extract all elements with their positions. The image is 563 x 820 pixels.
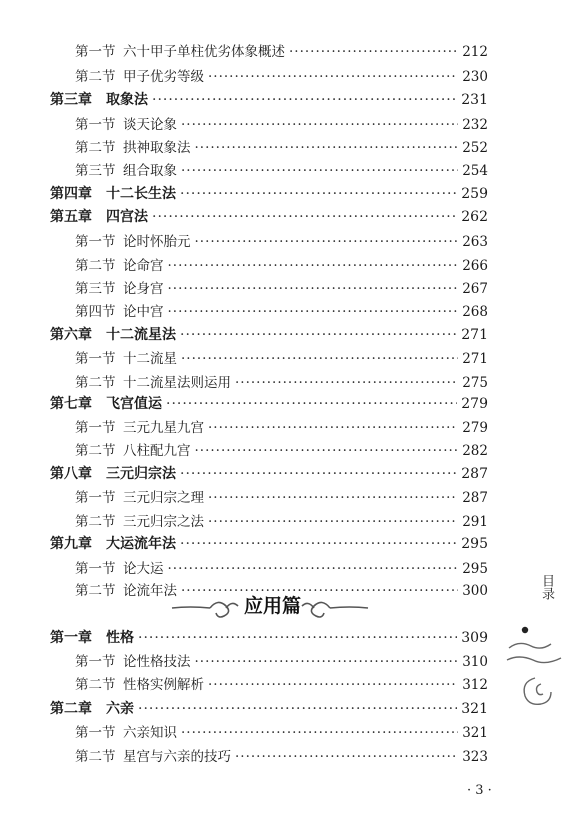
section-number: 第四节 <box>75 304 116 320</box>
section-number: 第一节 <box>75 44 116 60</box>
toc-section-row <box>75 510 488 530</box>
leader-dots <box>208 69 458 85</box>
section-number: 第三节 <box>75 281 116 297</box>
section-title-entry: 十二流星法则运用 <box>123 375 231 391</box>
section-title-entry: 八柱配九宫 <box>123 443 191 459</box>
chapter-number: 第五章 <box>50 209 92 225</box>
section-title-entry: 拱神取象法 <box>123 140 191 156</box>
leader-dots <box>138 630 457 646</box>
side-tab-label: 目录 <box>539 574 554 600</box>
leader-dots <box>180 466 457 482</box>
toc-section-row <box>75 673 488 693</box>
section-title-entry: 性格实例解析 <box>123 677 204 693</box>
chapter-title: 性格 <box>106 630 134 646</box>
toc-section-row <box>75 113 488 133</box>
toc-chapter-row <box>50 206 488 226</box>
chapter-title: 飞宫值运 <box>106 396 162 412</box>
section-number: 第二节 <box>75 258 116 274</box>
page-ref: 287 <box>461 466 488 482</box>
page-ref: 291 <box>462 514 488 530</box>
chapter-title: 十二流星法 <box>106 327 176 343</box>
page-ref: 230 <box>462 69 488 85</box>
page-ref: 321 <box>462 725 488 741</box>
section-title-entry: 谈天论象 <box>123 117 177 133</box>
toc-section-row <box>75 347 488 367</box>
cloud-ornament-icon <box>505 618 563 710</box>
section-number: 第一节 <box>75 490 116 506</box>
leader-dots <box>289 44 458 60</box>
page-ref: 279 <box>462 420 488 436</box>
page-ref: 263 <box>462 234 488 250</box>
leader-dots <box>166 396 457 412</box>
section-title-entry: 三元归宗之理 <box>123 490 204 506</box>
section-title: 应用篇 <box>244 595 302 617</box>
page-ref: 295 <box>462 561 488 577</box>
page-ref: 312 <box>462 677 488 693</box>
toc-chapter-row <box>50 627 488 647</box>
chapter-number: 第三章 <box>50 92 92 108</box>
page-number: · 3 · <box>467 783 492 798</box>
section-title-entry: 论命宫 <box>123 258 164 274</box>
chapter-title: 大运流年法 <box>106 536 176 552</box>
toc-section-row <box>75 159 488 179</box>
section-number: 第二节 <box>75 583 116 599</box>
leader-dots <box>181 117 458 133</box>
leader-dots <box>181 163 458 179</box>
leader-dots <box>181 725 458 741</box>
toc-section-row <box>75 439 488 459</box>
page-ref: 321 <box>461 701 488 717</box>
toc-chapter-row <box>50 533 488 553</box>
chapter-title: 十二长生法 <box>106 186 176 202</box>
section-title-entry: 论身宫 <box>123 281 164 297</box>
section-number: 第二节 <box>75 514 116 530</box>
page-ref: 259 <box>461 186 488 202</box>
toc-chapter-row <box>50 183 488 203</box>
chapter-title: 取象法 <box>106 92 148 108</box>
leader-dots <box>138 701 457 717</box>
page-ref: 323 <box>462 749 488 765</box>
page-ref: 212 <box>462 44 488 60</box>
section-number: 第一节 <box>75 420 116 436</box>
toc-section-row <box>75 557 488 577</box>
toc-section-row <box>75 300 488 320</box>
toc-chapter-row <box>50 89 488 109</box>
toc-section-row <box>75 486 488 506</box>
section-number: 第二节 <box>75 140 116 156</box>
section-number: 第一节 <box>75 725 116 741</box>
toc-section-row <box>75 721 488 741</box>
page-ref: 295 <box>461 536 488 552</box>
page-ref: 275 <box>462 375 488 391</box>
leader-dots <box>180 186 457 202</box>
section-number: 第一节 <box>75 351 116 367</box>
leader-dots <box>208 677 458 693</box>
leader-dots <box>168 304 459 320</box>
page-ref: 309 <box>461 630 488 646</box>
page-ref: 310 <box>462 654 488 670</box>
leader-dots <box>181 351 458 367</box>
page-ref: 267 <box>462 281 488 297</box>
toc-chapter-row <box>50 324 488 344</box>
section-title-entry: 甲子优劣等级 <box>123 69 204 85</box>
page-ref: 266 <box>462 258 488 274</box>
toc-chapter-row <box>50 393 488 413</box>
section-title-entry: 论中宫 <box>123 304 164 320</box>
toc-section-row <box>75 371 488 391</box>
toc-section-row <box>75 254 488 274</box>
page-ref: 271 <box>461 327 488 343</box>
chapter-number: 第二章 <box>50 701 92 717</box>
section-title-entry: 论时怀胎元 <box>123 234 191 250</box>
leader-dots <box>152 209 457 225</box>
leader-dots <box>208 490 458 506</box>
chapter-title: 四宫法 <box>106 209 148 225</box>
page-ref: 287 <box>462 490 488 506</box>
toc-section-row <box>75 277 488 297</box>
page-ref: 231 <box>461 92 488 108</box>
page-ref: 300 <box>462 583 488 599</box>
toc-section-row <box>75 745 488 765</box>
toc-section-row <box>75 40 488 60</box>
section-title-entry: 六十甲子单柱优劣体象概述 <box>123 44 285 60</box>
section-number: 第二节 <box>75 375 116 391</box>
chapter-title: 六亲 <box>106 701 134 717</box>
leader-dots <box>180 536 457 552</box>
section-number: 第二节 <box>75 443 116 459</box>
leader-dots <box>180 327 457 343</box>
section-title-entry: 论流年法 <box>123 583 177 599</box>
leader-dots <box>208 514 458 530</box>
leader-dots <box>195 443 459 459</box>
page-ref: 262 <box>461 209 488 225</box>
section-number: 第三节 <box>75 163 116 179</box>
leader-dots <box>168 258 459 274</box>
chapter-title: 三元归宗法 <box>106 466 176 482</box>
section-number: 第一节 <box>75 654 116 670</box>
page-ref: 271 <box>462 351 488 367</box>
section-title-entry: 星宫与六亲的技巧 <box>123 749 231 765</box>
toc-section-row <box>75 65 488 85</box>
page-ref: 279 <box>461 396 488 412</box>
section-title-entry: 十二流星 <box>123 351 177 367</box>
toc-chapter-row <box>50 463 488 483</box>
chapter-number: 第六章 <box>50 327 92 343</box>
chapter-number: 第九章 <box>50 536 92 552</box>
section-title-entry: 六亲知识 <box>123 725 177 741</box>
chapter-number: 第八章 <box>50 466 92 482</box>
leader-dots <box>235 749 458 765</box>
leader-dots <box>208 420 458 436</box>
section-number: 第一节 <box>75 234 116 250</box>
toc-section-row <box>75 650 488 670</box>
toc-section-row <box>75 136 488 156</box>
chapter-number: 第一章 <box>50 630 92 646</box>
leader-dots <box>168 281 459 297</box>
section-number: 第二节 <box>75 677 116 693</box>
page-ref: 282 <box>462 443 488 459</box>
page-ref: 232 <box>462 117 488 133</box>
page-ref: 252 <box>462 140 488 156</box>
section-number: 第一节 <box>75 117 116 133</box>
section-title-entry: 三元归宗之法 <box>123 514 204 530</box>
section-title-entry: 组合取象 <box>123 163 177 179</box>
section-number: 第二节 <box>75 749 116 765</box>
section-title-entry: 论性格技法 <box>123 654 191 670</box>
leader-dots <box>195 234 459 250</box>
page-ref: 254 <box>462 163 488 179</box>
toc-section-row <box>75 416 488 436</box>
toc-chapter-row <box>50 698 488 718</box>
section-number: 第二节 <box>75 69 116 85</box>
leader-dots <box>168 561 459 577</box>
section-title-entry: 三元九星九宫 <box>123 420 204 436</box>
page-ref: 268 <box>462 304 488 320</box>
section-number: 第一节 <box>75 561 116 577</box>
leader-dots <box>152 92 457 108</box>
toc-section-row <box>75 230 488 250</box>
leader-dots <box>195 140 459 156</box>
leader-dots <box>235 375 458 391</box>
chapter-number: 第四章 <box>50 186 92 202</box>
section-title-entry: 论大运 <box>123 561 164 577</box>
leader-dots <box>195 654 459 670</box>
chapter-number: 第七章 <box>50 396 92 412</box>
